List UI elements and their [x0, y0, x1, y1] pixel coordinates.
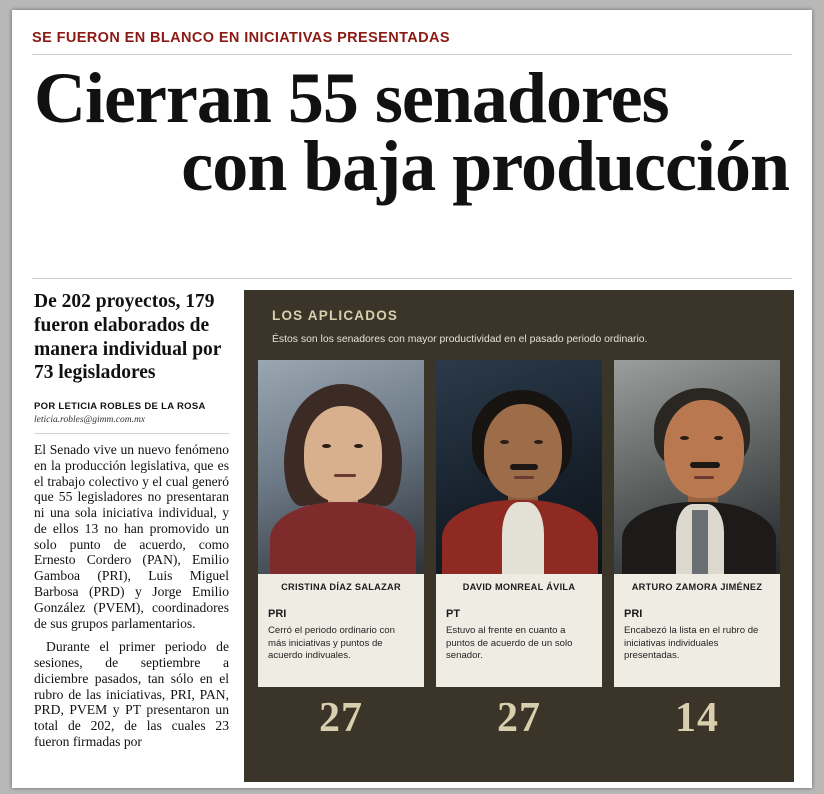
divider-mid: [32, 278, 792, 279]
senator-description: Encabezó la lista en el rubro de iniciativas individuales presentadas.: [624, 625, 759, 662]
article-standfirst: De 202 proyectos, 179 fueron elaborados de manera individual por 73 legisladores: [34, 291, 222, 384]
article-body: [34, 442, 229, 750]
headline-line-1: Cierran 55 senadores: [34, 58, 669, 138]
article-kicker: SE FUERON EN BLANCO EN INICIATIVAS PRESENTADAS: [32, 30, 450, 46]
senator-description: Estuvo al frente en cuanto a puntos de acuerdo de un solo senador.: [446, 625, 573, 662]
senator-count: 27: [436, 687, 602, 749]
article-byline: POR LETICIA ROBLES DE LA ROSA: [34, 401, 206, 413]
article-paragraph: El Senado vive un nuevo fenómeno en la producción legislativa, que es el trabajo colectivo y el cual generó que 55 legisladores no presentaran ni una sola iniciativa individual, y de ellos 13 no han promovido un solo punto de acuerdo, como Ernesto Cordero (PAN), Emilio Gamboa (PRI), Luis Miguel Barbosa (PRD) y Jorge Emilio González (PVEM), coordinadores de sus grupos parlamentarios.: [34, 442, 229, 631]
senator-card: [614, 360, 780, 749]
divider-top: [32, 54, 792, 55]
senator-card: [258, 360, 424, 749]
page-title: [34, 58, 794, 207]
senator-party: PRI: [624, 608, 643, 620]
infographic-title: LOS APLICADOS: [272, 308, 399, 323]
senator-count: 14: [614, 687, 780, 749]
infographic-subtitle: Éstos son los senadores con mayor productividad en el pasado periodo ordinario.: [272, 334, 648, 345]
senator-card: [436, 360, 602, 749]
senator-name: CRISTINA DÍAZ SALAZAR: [258, 574, 424, 600]
senator-party: PRI: [268, 608, 287, 620]
senator-count: 27: [258, 687, 424, 749]
infographic-card-list: [258, 360, 780, 749]
divider-byline: [34, 433, 229, 434]
senator-name: ARTURO ZAMORA JIMÉNEZ: [614, 574, 780, 600]
article-column: [34, 290, 229, 758]
infographic-panel: [244, 290, 794, 782]
article-paragraph: Durante el primer periodo de sesiones, de septiembre a diciembre pasados, tan sólo en el rubro de las iniciativas, PRI, PAN, PRD, PVEM y PT presentaron un total de 202, de las cuales 23 fueron firmadas por: [34, 639, 229, 749]
headline-line-2: con baja producción: [181, 126, 789, 207]
senator-photo: [258, 360, 424, 574]
senator-photo: [436, 360, 602, 574]
senator-name: DAVID MONREAL ÁVILA: [436, 574, 602, 600]
senator-photo: [614, 360, 780, 574]
newspaper-page: [12, 10, 812, 788]
author-email: leticia.robles@gimm.com.mx: [34, 415, 146, 426]
senator-party: PT: [446, 608, 461, 620]
senator-description: Cerró el periodo ordinario con más iniciativas y puntos de acuerdo indivuales.: [268, 625, 395, 662]
